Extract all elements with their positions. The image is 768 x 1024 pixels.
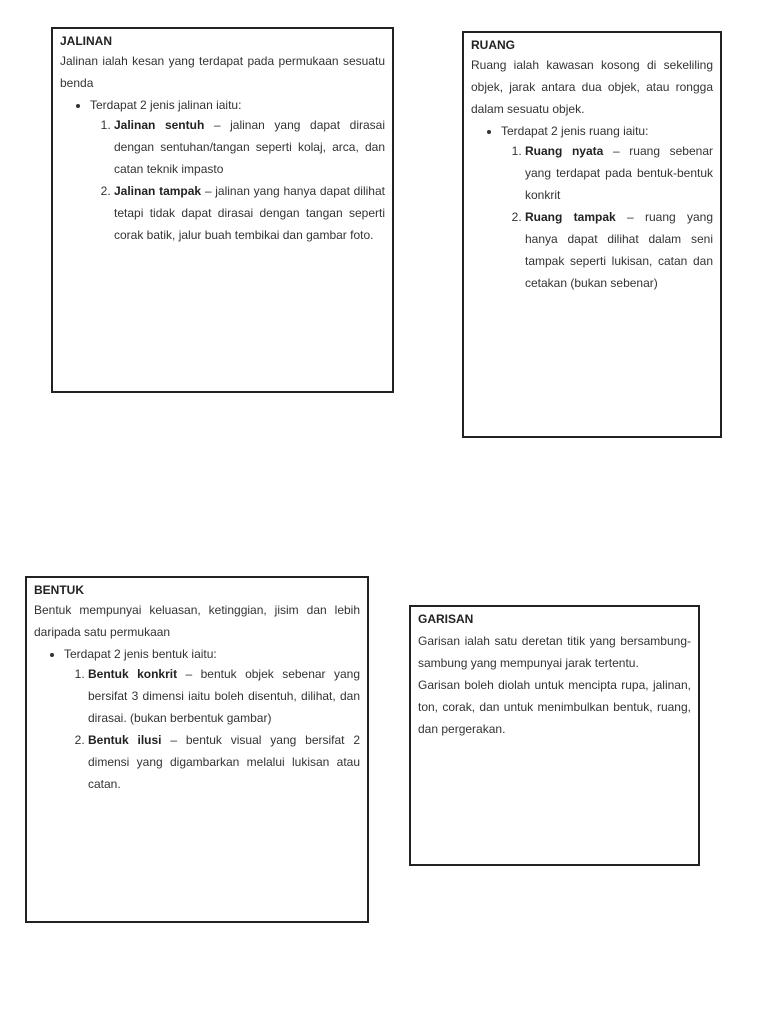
- bullet-list: [60, 96, 385, 246]
- list-item: [525, 140, 713, 206]
- item-term: Ruang nyata: [525, 144, 604, 158]
- card-bentuk: [25, 576, 369, 923]
- item-term: Jalinan sentuh: [114, 118, 205, 132]
- list-item: [88, 729, 360, 795]
- card-paragraph: Garisan ialah satu deretan titik yang bersambung-sambung yang mempunyai jarak tertentu.: [418, 634, 691, 670]
- card-jalinan: [51, 27, 394, 393]
- item-text: – ruang yang hanya dapat dilihat dalam seni tampak seperti lukisan, catan dan cetakan (bukan sebenar): [525, 210, 714, 290]
- card-title: BENTUK: [34, 583, 84, 597]
- numbered-list: [90, 114, 385, 246]
- item-text: – jalinan yang dapat dirasai dengan sentuhan/tangan seperti kolaj, arca, dan catan teknik impasto: [114, 118, 385, 176]
- numbered-list: [64, 663, 360, 795]
- bullet-item: [64, 645, 360, 795]
- item-text: – ruang sebenar yang terdapat pada bentuk-bentuk konkrit: [525, 144, 713, 202]
- card-description: Jalinan ialah kesan yang terdapat pada permukaan sesuatu benda: [60, 54, 385, 90]
- bullet-list: [34, 645, 360, 795]
- list-item: [114, 180, 385, 246]
- item-term: Bentuk ilusi: [88, 733, 162, 747]
- bullet-text: Terdapat 2 jenis ruang iaitu:: [501, 124, 649, 138]
- bullet-text: Terdapat 2 jenis jalinan iaitu:: [90, 98, 242, 112]
- numbered-list: [501, 140, 713, 294]
- list-item: [525, 206, 713, 294]
- bullet-text: Terdapat 2 jenis bentuk iaitu:: [64, 647, 217, 661]
- card-paragraph: Garisan boleh diolah untuk mencipta rupa, jalinan, ton, corak, dan untuk menimbulkan bentuk, ruang, dan pergerakan.: [418, 678, 691, 736]
- card-garisan: [409, 605, 700, 866]
- card-description: Ruang ialah kawasan kosong di sekeliling objek, jarak antara dua objek, atau rongga dalam sesuatu objek.: [471, 58, 713, 116]
- card-title: RUANG: [471, 38, 515, 52]
- card-title: JALINAN: [60, 34, 113, 48]
- bullet-item: [90, 96, 385, 246]
- item-term: Jalinan tampak: [114, 184, 202, 198]
- list-item: [88, 663, 360, 729]
- bullet-item: [501, 122, 713, 294]
- item-term: Bentuk konkrit: [88, 667, 178, 681]
- list-item: [114, 114, 385, 180]
- item-text: – bentuk objek sebenar yang bersifat 3 dimensi iaitu boleh disentuh, dilihat, dan dirasai. (bukan berbentuk gambar): [88, 667, 360, 725]
- card-description: Bentuk mempunyai keluasan, ketinggian, jisim dan lebih daripada satu permukaan: [34, 603, 360, 639]
- item-text: – bentuk visual yang bersifat 2 dimensi yang digambarkan melalui lukisan atau catan.: [88, 733, 361, 791]
- card-ruang: [462, 31, 722, 438]
- card-title: GARISAN: [418, 612, 474, 626]
- item-term: Ruang tampak: [525, 210, 616, 224]
- item-text: – jalinan yang hanya dapat dilihat tetapi tidak dapat dirasai dengan tangan seperti corak batik, jalur buah tembikai dan gambar foto.: [114, 184, 385, 242]
- bullet-list: [471, 122, 713, 294]
